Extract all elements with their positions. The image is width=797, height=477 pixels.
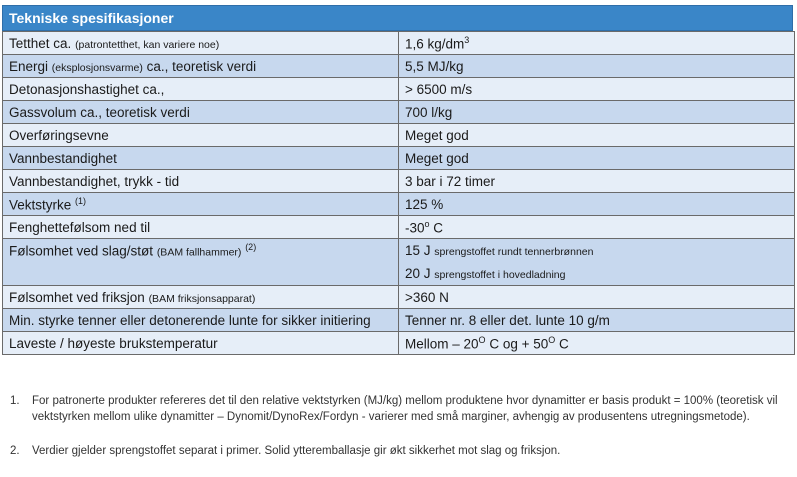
row-value: Meget god	[399, 124, 795, 147]
table-row	[3, 101, 795, 124]
row-label: Vannbestandighet	[3, 147, 399, 170]
sub-value: 15 J sprengstoffet rundt tennerbrønnen	[405, 243, 594, 258]
table-row	[3, 170, 795, 193]
sub-value: 20 J sprengstoffet i hovedladning	[405, 266, 566, 281]
table-row	[3, 286, 795, 309]
table-row	[3, 309, 795, 332]
row-label: Vannbestandighet, trykk - tid	[3, 170, 399, 193]
row-label: Energi (eksplosjonsvarme) ca., teoretisk verdi	[3, 55, 399, 78]
row-label: Tetthet ca. (patrontetthet, kan variere noe)	[3, 32, 399, 55]
row-value: Meget god	[399, 147, 795, 170]
row-label: Overføringsevne	[3, 124, 399, 147]
spec-table	[2, 31, 795, 355]
row-label: Gassvolum ca., teoretisk verdi	[3, 101, 399, 124]
table-row	[3, 78, 795, 101]
spec-sheet	[2, 5, 793, 355]
row-label: Laveste / høyeste brukstemperatur	[3, 332, 399, 355]
row-value: >360 N	[399, 286, 795, 309]
footnote: 2. Verdier gjelder sprengstoffet separat i primer. Solid ytteremballasje gir økt sikkerhet mot slag og friksjon.	[10, 445, 561, 457]
row-label: Følsomhet ved friksjon (BAM friksjonsapparat)	[3, 286, 399, 309]
row-label: Fenghettefølsom ned til	[3, 216, 399, 239]
row-value: -30$^o$ C	[399, 216, 795, 239]
footnote: 1. For patronerte produkter refereres det til den relative vektstyrken (MJ/kg) mellom produktene hvor dynamitter er basis produkt = 100% (teoretisk vil vektstyrken mellom ulike dynamitter – Dynomit/DynoRex/Fordyn - varierer med små marginer, avhengig av produsentens utregningsmetode).	[10, 395, 778, 423]
row-value: 700 l/kg	[399, 101, 795, 124]
table-row	[3, 239, 795, 286]
footnotes	[10, 393, 790, 477]
table-header: Tekniske spesifikasjoner	[2, 5, 793, 31]
table-row	[3, 32, 795, 55]
row-value: 3 bar i 72 timer	[399, 170, 795, 193]
row-value: 125 %	[399, 193, 795, 216]
row-value: > 6500 m/s	[399, 78, 795, 101]
row-label: Følsomhet ved slag/støt (BAM fallhammer) $^{(2)}$	[3, 239, 399, 286]
row-value: Mellom – $20^O$ C og + $50^O$ C	[399, 332, 795, 355]
row-label: Detonasjonshastighet ca.,	[3, 78, 399, 101]
row-value: 1,6 $kg/dm^3$	[399, 32, 795, 55]
table-row	[3, 193, 795, 216]
row-value: 5,5 MJ/kg	[399, 55, 795, 78]
table-row	[3, 147, 795, 170]
table-row	[3, 216, 795, 239]
table-row	[3, 124, 795, 147]
row-value: Tenner nr. 8 eller det. lunte 10 g/m	[399, 309, 795, 332]
row-label: Min. styrke tenner eller detonerende lunte for sikker initiering	[3, 309, 399, 332]
table-row	[3, 332, 795, 355]
table-row	[3, 55, 795, 78]
row-value-multi	[399, 239, 795, 286]
row-label: Vektstyrke $^{(1)}$	[3, 193, 399, 216]
